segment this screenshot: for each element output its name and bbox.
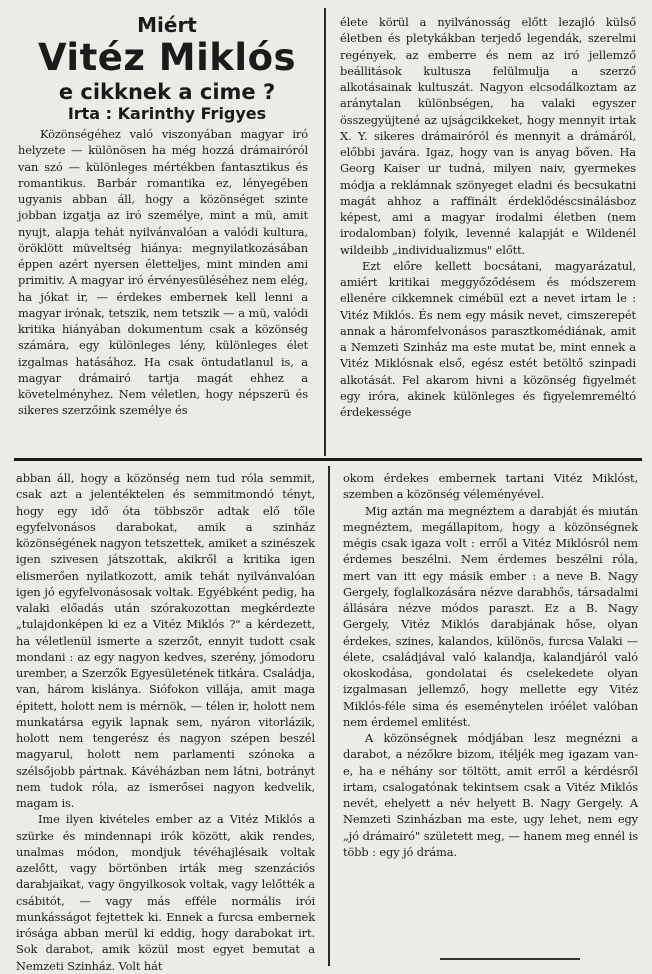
paragraph: Ime ilyen kivételes ember az a Vitéz Miklós a szürke és mindennapi irók között, akik rendes, unalmas módon, mondjuk tévéhajlésaik voltak azelőtt, vagy börtönben irták meg szenzációs darabjaikat, vagy öngyilkosok voltak, vagy lelőtték a csábitót, — vagy más efféle normális irói munkásságot fejtettek ki. Ennek a furcsa embernek irósága abban merül ki eddig, hogy darabokat irt. Sok darabot, amik közül most egyet bemutat a Nemzeti Szinház. Volt hát [16, 812, 315, 973]
paragraph: Mig aztán ma megnéztem a darabját és miután megnéztem, megállapitom, hogy a közönségnek mégis csak igaza volt : erről a Vitéz Miklósról nem érdemes beszélni. Nem érdemes beszélni róla, mert van itt egy másik ember : a neve B. Nagy Gergely, foglalkozására nézve darabhős, társadalmi állására nézve módos paraszt. Ez a B. Nagy Gergely, Vitéz Miklós darabjának hőse, olyan érdekes, szines, kalandos, különös, furcsa Valaki — élete, családjával való kalandja, kalandjáról való okoskodása, gondolatai és cselekedete olyan izgalmasan jellemző, hogy mellette egy Vitéz Miklós-féle sima és eseménytelen iróélet valóban nem érdemel emlitést. [343, 503, 638, 729]
column-divider-top [324, 8, 326, 456]
text-column-4 [343, 470, 638, 860]
paragraph: Közönségéhez való viszonyában magyar iró helyzete — különösen ha még hozzá drámairóról van szó — különleges mértékben fantasztikus és romantikus. Barbár romantika ez, lényegében ugyanis abban áll, hogy a közönséget szinte jobban izgatja az iró személye, mint a mü, amit nyujt, alapja tehát nyilvánvalóan a valódi kultura, öröklött müveltség hiánya: megnyilatkozásában éppen azért nyersen életteljes, mint minden ami primitiv. A magyar iró érvényesüléséhez nem elég, ha jókat ir, — érdekes embernek kell lenni a magyar irónak, tetszik, nem tetszik — a mü, valódi kritika hiányában dokumentum csak a közönség számára, egy különleges lény, különleges élet izgalmas hatásához. Ha csak öntudatlanul is, a magyar drámairó tartja magát ehhez a követelményhez. Nem véletlen, hogy népszerü és sikeres szerzőink személye és [18, 127, 308, 418]
article-byline: Irta : Karinthy Frigyes [67, 104, 267, 123]
paragraph: A közönségnek módjában lesz megnézni a darabot, a nézőkre bizom, itéljék meg igazam van-e, ha e néhány sor töltött, amit erről a kérdésről irtam, csalogatónak tekintsem csak a Vitéz Miklós nevét, ehelyett a név helyett B. Nagy Gergely. A Nemzeti Szinházban ma este, ugy lehet, nem egy „jó drámairó" született meg, — hanem meg ennél is több : egy jó dráma. [343, 731, 638, 859]
paragraph: élete körül a nyilvánosság előtt lezajló külső életben és pletykákban terjedő legendák, szerelmi regények, az emberre és nem az iró jellemző beállitások kultusza felülmulja a szerző alkotásainak kultuszát. Nagyon elcsodálkoztam az aránytalan különbségen, ha valaki egyszer összegyüjtené az ujságcikkeket, hogy mennyit irtak X. Y. sikeres drámairóról és mennyit a drámáról, előbbi javára. Igaz, hogy van is anyag bőven. Ha Georg Kaiser ur tudná, milyen naiv, gyermekes módja a reklámnak szönyeget eladni és becsukatni magát ahhoz a raffinált érdeklődéscsinálásboz képest, ami a magyar irodalmi életben (nem irodalomban) folyik, levenné kalapját e Wildenél wildeibb „individualizmus" előtt. [340, 15, 636, 257]
text-column-3 [16, 470, 315, 974]
article-kicker: Miért [137, 13, 197, 37]
article-header [22, 14, 312, 124]
paragraph: okom érdekes embernek tartani Vitéz Miklóst, szemben a közönség véleményével. [343, 471, 638, 502]
paragraph: abban áll, hogy a közönség nem tud róla semmit, csak azt a jelentéktelen és semmitmondó tényt, hogy egy idő óta többször adtak elő tőle egyfelvonásos darabokat, amik a szinház közönségének nagyon tetszettek, amiket a szinészek igen szivesen játszottak, akikről a kritika igen elismerően nyilatkozott, amik tehát nyilvánvalóan igen jó egyfelvonásosak voltak. Egyébként pedig, ha valaki előadás után szórakozottan megkérdezte „tulajdonképen ki ez a Vitéz Miklós ?" a kérdezett, ha véletlenül ismerte a szerzőt, ennyit tudott csak mondani : az egy nagyon kedves, szerény, jómodoru urember, a Szerzők Egyesületének titkára. Családja, van, három kislánya. Siófokon villája, amit maga épitett, holott nem is mérnök, — télen ir, holott nem munkatársa egyik lapnak sem, nyáron vitorlázik, holott nem tengerész és nagyon szépen beszél magyarul, holott nem parlamenti szónoka a szélsőjobb pártnak. Kávéházban nem látni, botrányt nem tudok róla, az ismerősei nagyon kedvelik, magam is. [16, 471, 315, 810]
paragraph: Ezt előre kellett bocsátani, magyarázatul, amiért kritikai meggyőződésem és módszerem ellenére cikkemnek cimébül ezt a nevet irtam le : Vitéz Miklós. És nem egy másik nevet, cimszerepét annak a háromfelvonásos parasztkomédiának, amit a Nemzeti Szinház ma este mutat be, mint ennek a Vitéz Miklósnak első, egész estét betöltő szinpadi alkotását. Fel akarom hivni a közönség figyelmét egy iróra, akinek különleges és figyelemreméltó érdekessége [340, 258, 636, 419]
text-column-1 [18, 126, 308, 419]
column-divider-bottom [328, 466, 330, 966]
article-subtitle: e cikknek a cime ? [58, 80, 276, 104]
text-column-2 [340, 14, 636, 420]
article-end-rule [440, 958, 580, 960]
section-divider [14, 458, 642, 461]
article-title: Vitéz Miklós [37, 36, 297, 79]
